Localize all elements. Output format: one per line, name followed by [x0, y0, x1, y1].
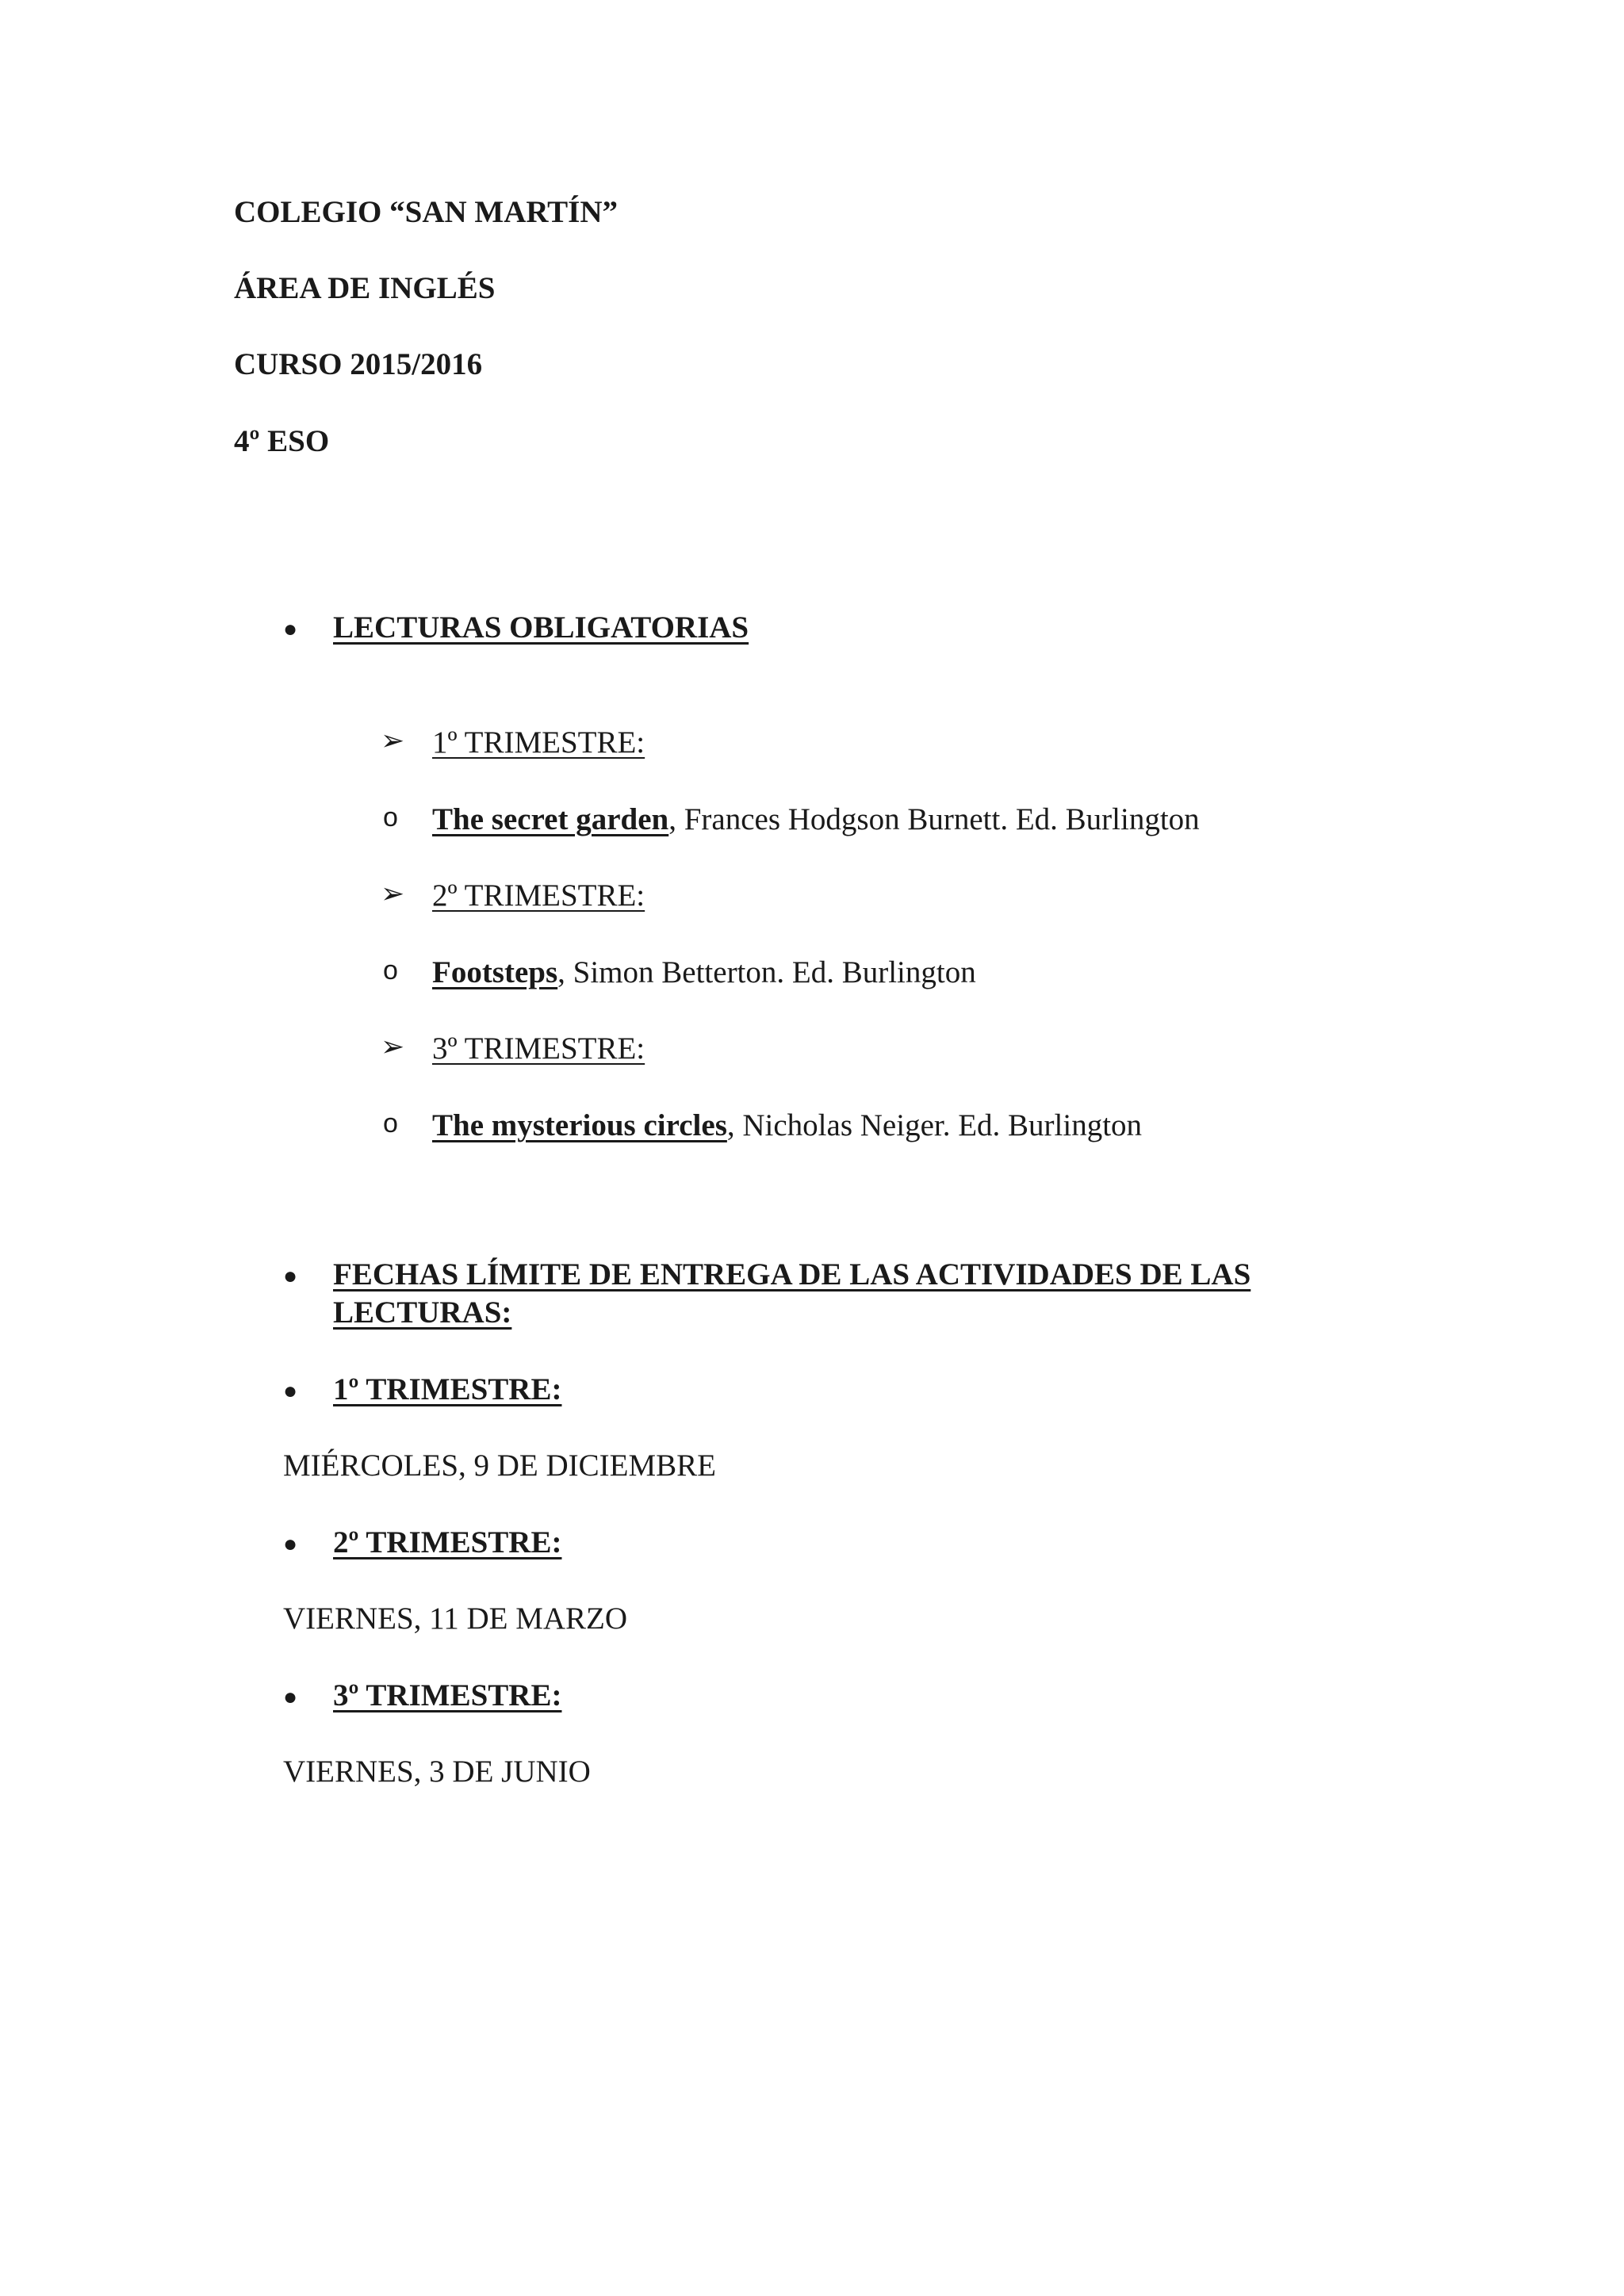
circle-bullet-icon: o — [383, 1108, 398, 1138]
circle-bullet-icon: o — [383, 955, 398, 985]
book-title-1: The secret garden — [432, 802, 669, 836]
reading-term-3: 3º TRIMESTRE: — [432, 1031, 645, 1066]
deadlines-heading — [333, 1256, 1251, 1332]
bullet-icon: ● — [283, 1531, 298, 1557]
reading-book-2 — [432, 957, 976, 988]
deadlines-heading-line-2: LECTURAS: — [333, 1295, 512, 1330]
arrow-icon: ➢ — [381, 725, 405, 757]
bullet-icon: ● — [283, 1684, 298, 1710]
bullet-icon: ● — [283, 1263, 298, 1289]
bullet-icon: ● — [283, 1378, 298, 1404]
arrow-icon: ➢ — [381, 878, 405, 910]
arrow-icon: ➢ — [381, 1031, 405, 1063]
circle-bullet-icon: o — [383, 802, 398, 832]
reading-term-1: 1º TRIMESTRE: — [432, 725, 645, 760]
reading-term-2: 2º TRIMESTRE: — [432, 878, 645, 913]
reading-book-1 — [432, 804, 1200, 835]
readings-heading: LECTURAS OBLIGATORIAS — [333, 610, 749, 645]
reading-book-3 — [432, 1110, 1142, 1141]
subject-area: ÁREA DE INGLÉS — [234, 271, 496, 305]
book-details-3: , Nicholas Neiger. Ed. Burlington — [726, 1108, 1143, 1142]
deadline-date-2: VIERNES, 11 DE MARZO — [283, 1601, 628, 1636]
book-details-2: , Simon Betterton. Ed. Burlington — [557, 955, 976, 989]
deadline-date-1: MIÉRCOLES, 9 DE DICIEMBRE — [283, 1448, 716, 1483]
course-year: CURSO 2015/2016 — [234, 347, 483, 381]
bullet-icon: ● — [283, 616, 298, 642]
book-title-3: The mysterious circles — [432, 1108, 727, 1142]
deadline-term-2: 2º TRIMESTRE: — [333, 1525, 562, 1559]
school-name: COLEGIO “SAN MARTÍN” — [234, 195, 619, 229]
deadline-term-1: 1º TRIMESTRE: — [333, 1372, 562, 1406]
deadline-date-3: VIERNES, 3 DE JUNIO — [283, 1755, 591, 1789]
deadlines-heading-line-1: FECHAS LÍMITE DE ENTREGA DE LAS ACTIVIDADES DE LAS — [333, 1257, 1251, 1292]
grade-level: 4º ESO — [234, 424, 330, 458]
book-title-2: Footsteps — [432, 955, 558, 989]
book-details-1: , Frances Hodgson Burnett. Ed. Burlington — [668, 802, 1200, 836]
deadline-term-3: 3º TRIMESTRE: — [333, 1678, 562, 1712]
